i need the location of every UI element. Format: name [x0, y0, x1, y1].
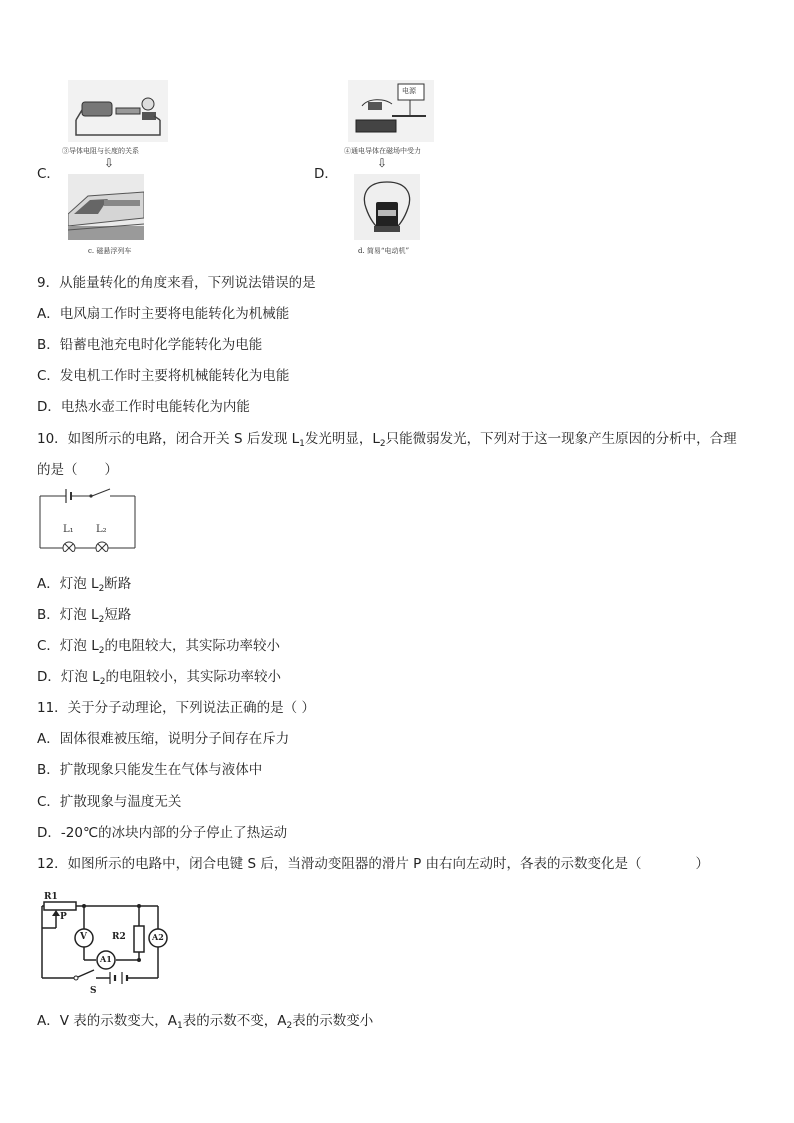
q10-option-d: D．灯泡 $L_2$的电阻较小，其实际功率较小	[37, 669, 281, 687]
down-arrow-icon: ⇩	[377, 156, 388, 170]
q10-stem: 10．如图所示的电路，闭合开关 S 后发现 $L_1$发光明显，$L_2$只能微弱发光，下列对于这一现象产生原因的分析中，合理	[37, 431, 737, 449]
ammeter-a2-label: A2	[152, 932, 164, 942]
q11-option-a: A．固体很难被压缩，说明分子间存在斥力	[37, 731, 290, 747]
q9-stem: 9．从能量转化的角度来看，下列说法错误的是	[37, 275, 316, 291]
simple-motor-illustration	[354, 174, 420, 240]
q11-option-c: C．扩散现象与温度无关	[37, 794, 182, 810]
q10-option-a: A．灯泡 $L_2$断路	[37, 576, 132, 594]
option-d-caption-top: ④通电导体在磁场中受力	[344, 147, 421, 155]
option-d-figure	[340, 80, 440, 260]
current-in-magnetic-field-illustration	[348, 80, 434, 142]
lamp-l2-label: L₂	[96, 524, 107, 535]
down-arrow-icon: ⇩	[104, 156, 115, 170]
q10-series-circuit-diagram	[38, 486, 138, 552]
r1-label: R1	[44, 892, 58, 902]
resistance-length-apparatus-illustration	[68, 80, 168, 142]
q10-option-b: B．灯泡 $L_2$短路	[37, 607, 132, 625]
r2-label: R2	[112, 932, 126, 942]
option-d-letter: D．	[314, 166, 338, 182]
option-c-figure	[60, 80, 170, 260]
q11-option-d: D．-20℃的冰块内部的分子停止了热运动	[37, 825, 288, 841]
q10-option-c: C．灯泡 $L_2$的电阻较大，其实际功率较小	[37, 638, 280, 656]
option-c-caption-top: ③导体电阻与长度的关系	[62, 147, 139, 155]
ammeter-a1-label: A1	[100, 954, 112, 964]
q9-option-b: B．铅蓄电池充电时化学能转化为电能	[37, 337, 263, 353]
q11-stem: 11．关于分子动理论，下列说法正确的是（ ）	[37, 700, 315, 716]
option-c-caption-bottom: c. 磁悬浮列车	[88, 247, 132, 255]
q10-stem-line2: 的是（ ）	[37, 462, 118, 478]
q9-option-c: C．发电机工作时主要将机械能转化为电能	[37, 368, 290, 384]
option-d-caption-bottom: d. 简易“电动机”	[358, 247, 410, 255]
option-c-letter: C．	[37, 166, 60, 182]
power-supply-label: 电源	[402, 87, 416, 95]
q9-option-a: A．电风扇工作时主要将电能转化为机械能	[37, 306, 290, 322]
q11-option-b: B．扩散现象只能发生在气体与液体中	[37, 762, 263, 778]
q9-option-d: D．电热水壶工作时电能转化为内能	[37, 399, 250, 415]
voltmeter-label: V	[80, 932, 87, 942]
q12-stem: 12．如图所示的电路中，闭合电键 S 后，当滑动变阻器的滑片 P 由右向左动时，各表的示数变化是（ ）	[37, 856, 710, 872]
maglev-train-photo	[68, 174, 144, 240]
lamp-l1-label: L₁	[63, 524, 74, 535]
switch-s-label: S	[90, 986, 97, 996]
q12-circuit-diagram	[38, 888, 168, 998]
q12-option-a: A．V 表的示数变大，$A_1$表的示数不变，$A_2$表的示数变小	[37, 1013, 374, 1031]
slider-p-label: P	[60, 912, 67, 922]
